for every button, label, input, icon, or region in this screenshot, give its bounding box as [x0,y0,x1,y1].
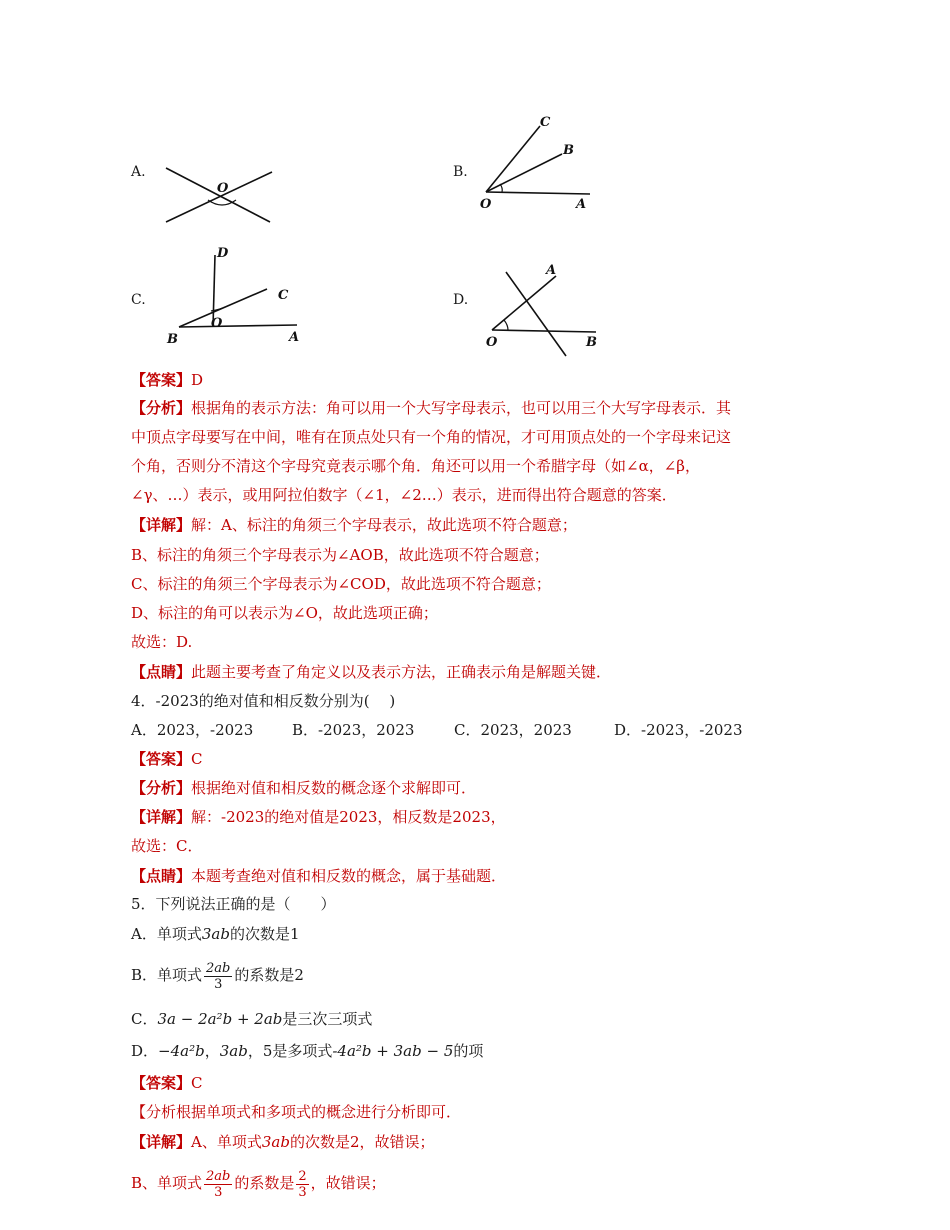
fig-c-point-b: B [167,332,178,347]
q5-detail-b-fraction [204,1169,232,1200]
figure-d [484,262,609,357]
q5-detail-a-math: 3ab [261,1133,290,1151]
comment-tag: 【点睛】 [131,663,192,681]
q5-option-b-prefix: B．单项式 [131,966,203,984]
analysis-tag: 【分析】 [131,779,192,797]
q5-option-a-math: 3ab [201,925,230,943]
fig-b-ray-oc [486,126,540,192]
fraction-numerator: 2ab [206,1168,231,1184]
fig-b-angle-arc [500,184,502,192]
q4-option-d: D．-2023，-2023 [614,721,743,739]
q5-detail-b-suffix: ，故错误； [310,1174,386,1192]
fraction-numerator: 2 [298,1168,307,1184]
q4-option-a: A．2023，-2023 [131,721,254,739]
q3-detail-line-3: C、标注的角须三个字母表示为∠COD，故此选项不符合题意； [131,575,551,593]
q3-analysis-text-1: 根据角的表示方法：角可以用一个大写字母表示，也可以用三个大写字母表示．其 [191,399,732,417]
q3-answer: D [191,371,204,389]
fraction-denominator: 3 [214,976,223,992]
q5-detail-line-b [131,1166,386,1200]
q5-option-b-fraction [204,961,232,992]
option-d-label: D. [453,292,469,308]
detail-tag: 【详解】 [131,808,192,826]
q5-detail-line-a [131,1132,435,1152]
q5-option-b [131,958,304,992]
q5-detail-a-suffix: 的次数是2，故错误； [289,1133,435,1151]
q5-question: 5．下列说法正确的是（ ） [131,895,336,913]
q3-answer-line [131,370,203,390]
q5-detail-b-mid: 的系数是 [234,1174,295,1192]
q5-option-d-math-1: −4a²b [158,1042,205,1060]
q5-option-d [131,1041,483,1061]
q5-option-b-suffix: 的系数是2 [234,966,304,984]
q3-comment-line [131,662,611,682]
q5-option-d-math-3: -4a²b + 3ab − 5 [332,1042,454,1060]
q4-analysis-line [131,778,476,798]
q3-detail-line-4: D、标注的角可以表示为∠O，故此选项正确； [131,604,438,622]
fraction-denominator: 3 [214,1184,223,1200]
q5-option-d-suffix: 的项 [453,1042,484,1060]
answer-tag: 【答案】 [131,750,192,768]
fig-a-point-o: O [217,181,229,196]
q5-option-a-prefix: A．单项式 [131,925,202,943]
q5-analysis-line: 【分析根据单项式和多项式的概念进行分析即可． [131,1103,462,1121]
q5-option-d-mid: ，5是多项式 [247,1042,333,1060]
q3-analysis-line-4: ∠γ、…）表示，或用阿拉伯数字（∠1，∠2…）表示，进而得出符合题意的答案． [131,486,677,504]
q4-answer-line [131,749,203,769]
fig-b-point-c: C [540,115,551,130]
q5-option-d-label: D． [131,1042,159,1060]
fig-d-point-a: A [546,263,557,278]
fig-c-ray-ba [179,325,297,327]
q3-detail-line-1 [131,515,577,535]
q5-answer: C [191,1074,203,1092]
q4-detail-text: 解：-2023的绝对值是2023，相反数是2023， [191,808,506,826]
fig-b-ray-ob [486,154,562,192]
option-b-label: B. [453,164,468,180]
q4-conclusion: 故选：C． [131,837,203,855]
q5-detail-b-fraction-2 [296,1169,308,1200]
q3-comment-text: 此题主要考查了角定义以及表示方法，正确表示角是解题关键． [191,663,612,681]
fig-b-ray-oa [486,192,590,194]
q3-detail-line-2: B、标注的角须三个字母表示为∠AOB，故此选项不符合题意； [131,546,549,564]
fig-c-point-c: C [278,288,289,303]
figure-c [165,243,310,348]
fraction-denominator: 3 [298,1184,307,1200]
q5-detail-a-prefix: A、单项式 [191,1133,262,1151]
q5-option-c-suffix: 是三次三项式 [282,1010,373,1028]
q5-option-d-sep: ， [204,1042,220,1060]
q4-answer: C [191,750,203,768]
option-a-label: A. [131,164,146,180]
option-c-label: C. [131,292,146,308]
fig-c-point-d: D [217,246,229,261]
q4-option-c: C．2023，2023 [454,721,572,739]
q5-option-c-math: 3a − 2a²b + 2ab [157,1010,283,1028]
q5-option-a [131,924,299,944]
answer-tag: 【答案】 [131,1074,192,1092]
q4-detail-line [131,807,506,827]
fig-c-point-o: O [211,316,223,331]
fig-b-point-b: B [563,143,574,158]
q3-detail-line-5: 故选：D. [131,633,193,651]
fig-d-angle-arc [504,320,508,330]
q3-analysis-line-1 [131,398,731,418]
analysis-tag: 【分析】 [131,399,192,417]
q4-option-b: B．-2023，2023 [292,721,415,739]
q5-answer-line [131,1073,203,1093]
q4-comment-line [131,866,506,886]
fig-d-transversal [506,272,566,356]
figure-a [160,160,280,230]
fig-b-point-o: O [480,197,492,212]
detail-tag: 【详解】 [131,1133,192,1151]
detail-tag: 【详解】 [131,516,192,534]
q4-comment-text: 本题考查绝对值和相反数的概念，属于基础题． [191,867,507,885]
q5-option-c-label: C． [131,1010,158,1028]
fraction-numerator: 2ab [206,960,231,976]
comment-tag: 【点睛】 [131,867,192,885]
q3-detail-text-1: 解：A、标注的角须三个字母表示，故此选项不符合题意； [191,516,577,534]
q4-analysis-text: 根据绝对值和相反数的概念逐个求解即可． [191,779,477,797]
figure-b [478,112,608,212]
fig-d-point-o: O [486,335,498,350]
q4-question: 4．-2023的绝对值和相反数分别为( ) [131,692,396,710]
q5-option-d-math-2: 3ab [219,1042,248,1060]
fig-d-point-b: B [586,335,597,350]
fig-d-ray-oa [492,276,556,330]
q5-option-c [131,1009,372,1029]
q3-analysis-line-3: 个角，否则分不清这个字母究竟表示哪个角．角还可以用一个希腊字母（如∠α，∠β， [131,457,700,475]
fig-d-ray-ob [492,330,596,332]
fig-b-point-a: A [576,197,587,212]
fig-c-point-a: A [289,330,300,345]
q5-detail-b-prefix: B、单项式 [131,1174,203,1192]
answer-tag: 【答案】 [131,371,192,389]
q5-option-a-suffix: 的次数是1 [229,925,300,943]
q3-analysis-line-2: 中顶点字母要写在中间，唯有在顶点处只有一个角的情况，才可用顶点处的一个字母来记这 [131,428,732,446]
